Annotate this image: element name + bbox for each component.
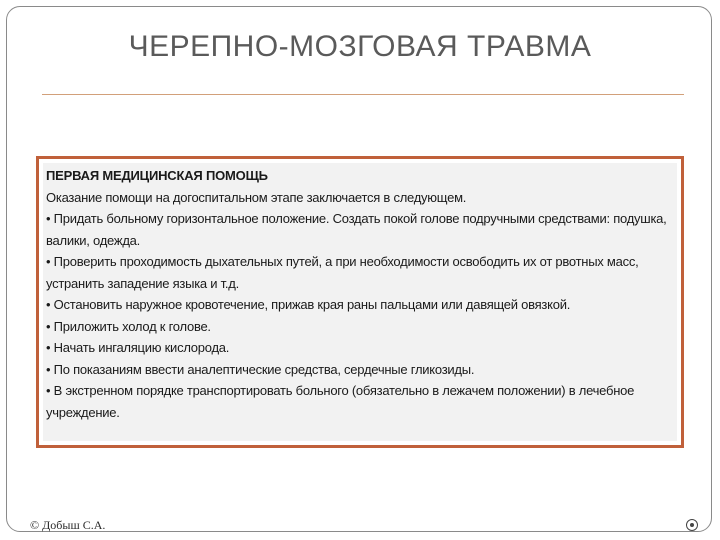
list-item: • Придать больному горизонтальное положение. Создать покой голове подручными средствами: подушка, валики, одежда. — [46, 211, 667, 248]
slide-title: ЧЕРЕПНО-МОЗГОВАЯ ТРАВМА — [128, 30, 592, 63]
section-heading: ПЕРВАЯ МЕДИЦИНСКАЯ ПОМОЩЬ — [46, 168, 268, 183]
list-item: • В экстренном порядке транспортировать больного (обязательно в лежачем положении) в лечебное учреждение. — [46, 383, 635, 420]
content-box — [36, 156, 684, 448]
list-item: • По показаниям ввести аналептические средства, сердечные гликозиды. — [46, 361, 475, 377]
title-divider — [42, 94, 684, 95]
intro-text: Оказание помощи на догоспитальном этапе заключается в следующем. — [46, 189, 467, 205]
list-item: • Проверить проходимость дыхательных путей, а при необходимости освободить их от рвотных масс, устранить западение языка и т.д. — [46, 254, 639, 291]
content-panel — [43, 163, 677, 441]
list-item: • Остановить наружное кровотечение, прижав края раны пальцами или давящей овязкой. — [46, 297, 571, 312]
list-item: • Приложить холод к голове. — [46, 318, 211, 334]
list-item: • Начать ингаляцию кислорода. — [46, 340, 230, 355]
footer-copyright: © Добыш С.А. — [30, 518, 106, 532]
slide-corner-icon — [686, 519, 698, 531]
